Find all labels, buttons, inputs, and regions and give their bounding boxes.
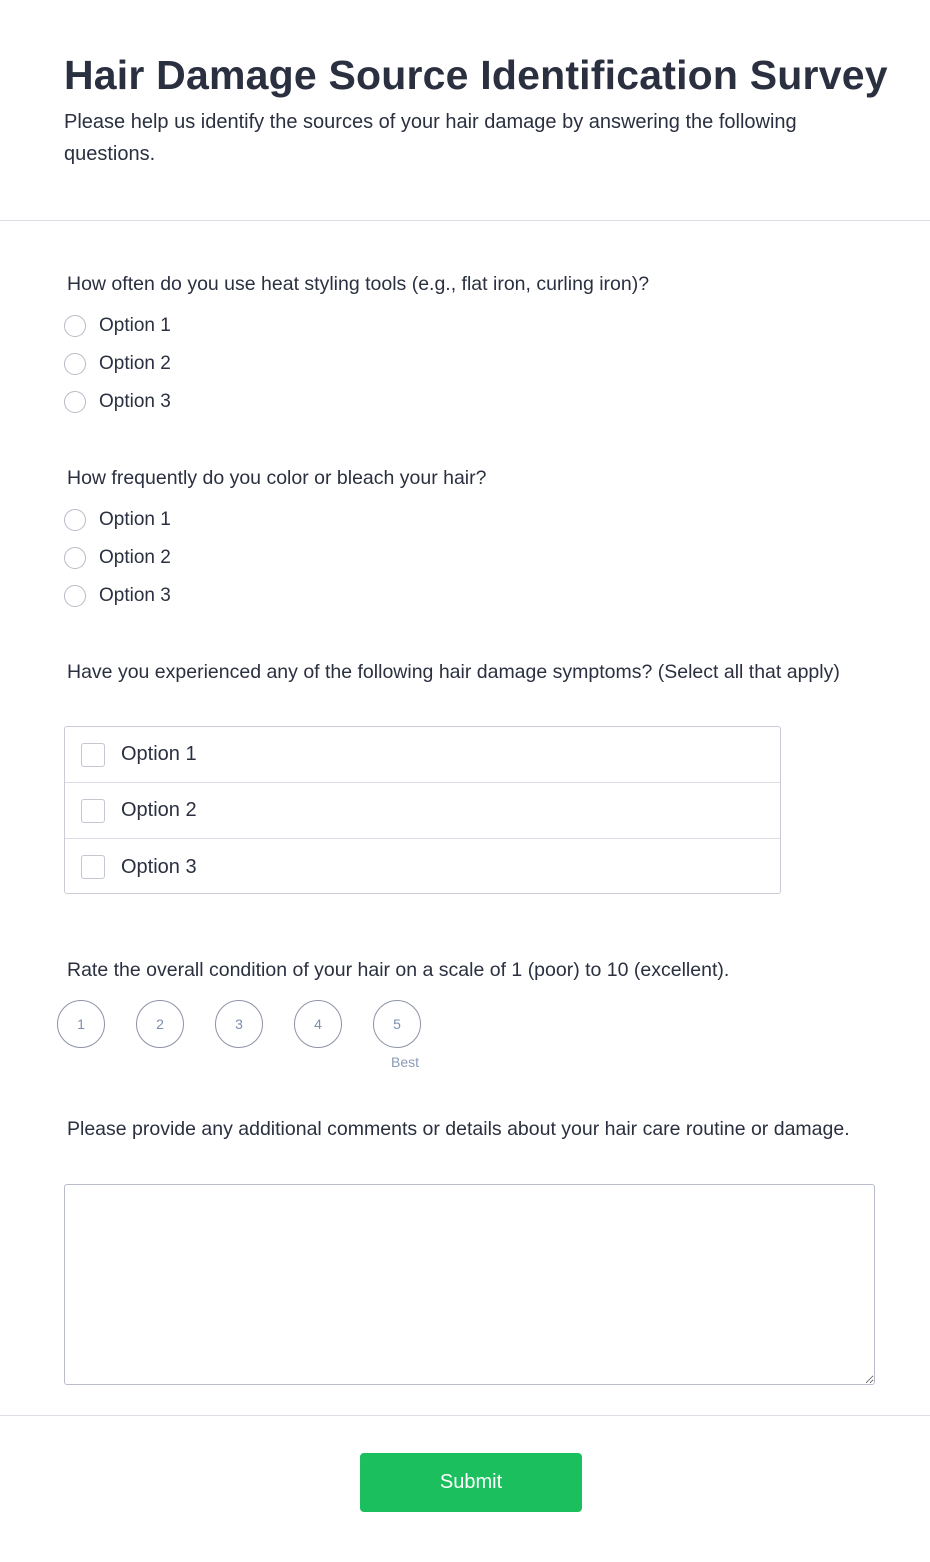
footer-divider <box>0 1415 930 1416</box>
color-option-3[interactable]: Option 3 <box>64 583 171 609</box>
question-color-bleach: How frequently do you color or bleach your hair? <box>67 467 487 489</box>
header-divider <box>0 220 930 221</box>
rating-1[interactable]: 1 <box>57 1000 105 1048</box>
checkbox-icon[interactable] <box>81 743 105 767</box>
heat-option-2[interactable]: Option 2 <box>64 351 171 377</box>
question-comments: Please provide any additional comments or details about your hair care routine or damage. <box>67 1118 850 1140</box>
radio-icon[interactable] <box>64 585 86 607</box>
radio-icon[interactable] <box>64 547 86 569</box>
page-title: Hair Damage Source Identification Survey <box>64 52 888 98</box>
rating-2[interactable]: 2 <box>136 1000 184 1048</box>
color-option-1[interactable]: Option 1 <box>64 507 171 533</box>
rating-3[interactable]: 3 <box>215 1000 263 1048</box>
symptoms-checkbox-group <box>64 726 781 894</box>
comments-textarea[interactable] <box>64 1184 875 1385</box>
radio-icon[interactable] <box>64 353 86 375</box>
radio-icon[interactable] <box>64 509 86 531</box>
symptom-option-1[interactable]: Option 1 <box>65 727 780 783</box>
checkbox-icon[interactable] <box>81 799 105 823</box>
rating-best-label: Best <box>391 1054 420 1070</box>
radio-icon[interactable] <box>64 315 86 337</box>
submit-button[interactable]: Submit <box>360 1453 582 1512</box>
radio-icon[interactable] <box>64 391 86 413</box>
checkbox-icon[interactable] <box>81 855 105 879</box>
rating-5[interactable]: 5 <box>373 1000 421 1048</box>
page-subtitle: Please help us identify the sources of your hair damage by answering the following questions. <box>64 111 797 165</box>
symptom-option-3[interactable]: Option 3 <box>65 839 780 895</box>
rating-4[interactable]: 4 <box>294 1000 342 1048</box>
question-rating: Rate the overall condition of your hair on a scale of 1 (poor) to 10 (excellent). <box>67 959 730 981</box>
heat-option-3[interactable]: Option 3 <box>64 389 171 415</box>
heat-option-1[interactable]: Option 1 <box>64 313 171 339</box>
question-heat-styling: How often do you use heat styling tools (e.g., flat iron, curling iron)? <box>67 273 650 295</box>
color-option-2[interactable]: Option 2 <box>64 545 171 571</box>
symptom-option-2[interactable]: Option 2 <box>65 783 780 839</box>
question-symptoms: Have you experienced any of the following hair damage symptoms? (Select all that apply) <box>67 661 840 683</box>
